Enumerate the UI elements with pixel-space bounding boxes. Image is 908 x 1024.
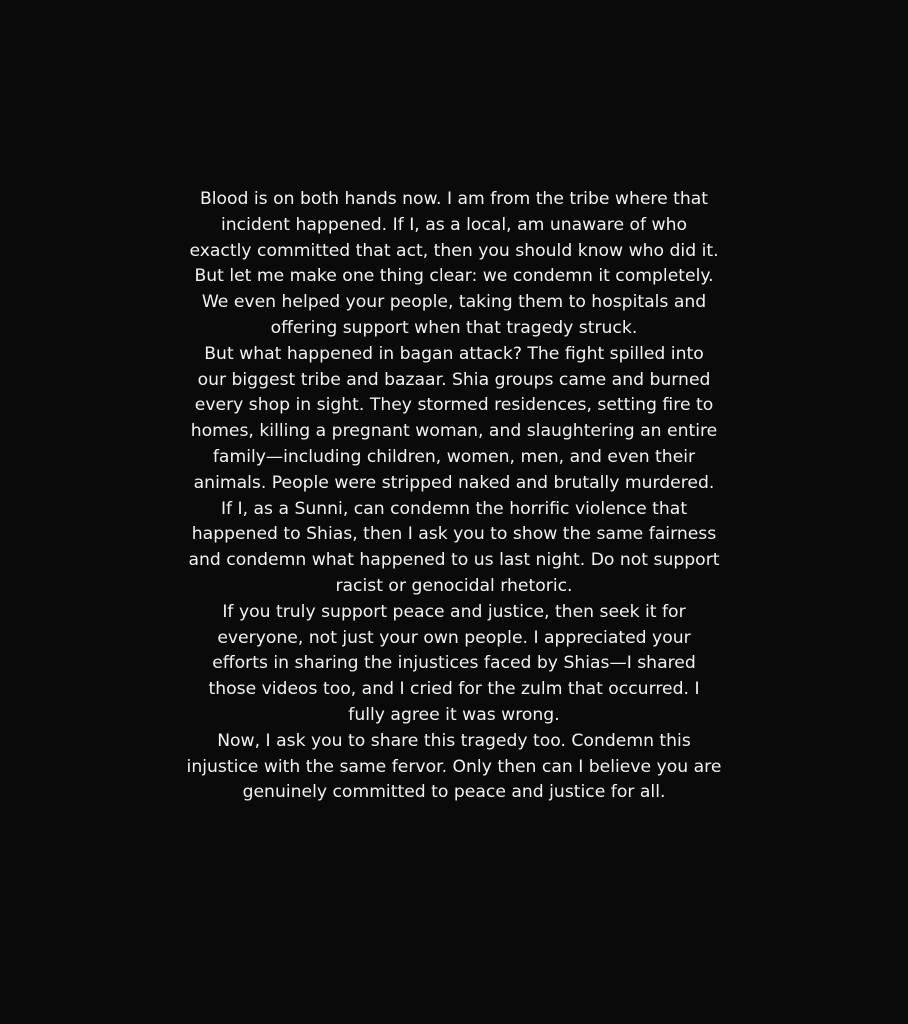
- text-line: family—including children, women, men, and even their: [212, 446, 696, 467]
- text-line: every shop in sight. They stormed residences, setting fire to: [194, 395, 714, 416]
- text-line: homes, killing a pregnant woman, and slaughtering an entire: [190, 421, 718, 442]
- text-line: But let me make one thing clear: we condemn it completely.: [194, 266, 714, 287]
- text-line: those videos too, and I cried for the zulm that occurred. I: [208, 679, 700, 700]
- text-line: If you truly support peace and justice, then seek it for: [222, 601, 686, 622]
- text-line: We even helped your people, taking them to hospitals and: [201, 292, 707, 313]
- text-line: fully agree it was wrong.: [348, 704, 560, 725]
- text-line: genuinely committed to peace and justice for all.: [242, 782, 666, 803]
- text-line: offering support when that tragedy struck.: [270, 317, 638, 338]
- text-line: incident happened. If I, as a local, am unaware of who: [221, 214, 687, 235]
- post-text-block: [150, 187, 758, 806]
- text-line: If I, as a Sunni, can condemn the horrific violence that: [220, 498, 688, 519]
- text-line: our biggest tribe and bazaar. Shia groups came and burned: [197, 369, 711, 390]
- text-line: happened to Shias, then I ask you to show the same fairness: [191, 524, 717, 545]
- text-line: But what happened in bagan attack? The fight spilled into: [204, 343, 704, 364]
- text-line: injustice with the same fervor. Only then can I believe you are: [186, 756, 722, 777]
- text-line: and condemn what happened to us last night. Do not support: [188, 550, 720, 571]
- text-line: everyone, not just your own people. I appreciated your: [217, 627, 691, 648]
- text-line: efforts in sharing the injustices faced by Shias—I shared: [212, 653, 696, 674]
- text-line: exactly committed that act, then you should know who did it.: [189, 240, 719, 261]
- text-line: Blood is on both hands now. I am from the tribe where that: [199, 189, 709, 209]
- text-line: animals. People were stripped naked and brutally murdered.: [193, 472, 715, 493]
- text-line: racist or genocidal rhetoric.: [335, 575, 573, 596]
- text-line: Now, I ask you to share this tragedy too. Condemn this: [217, 730, 691, 751]
